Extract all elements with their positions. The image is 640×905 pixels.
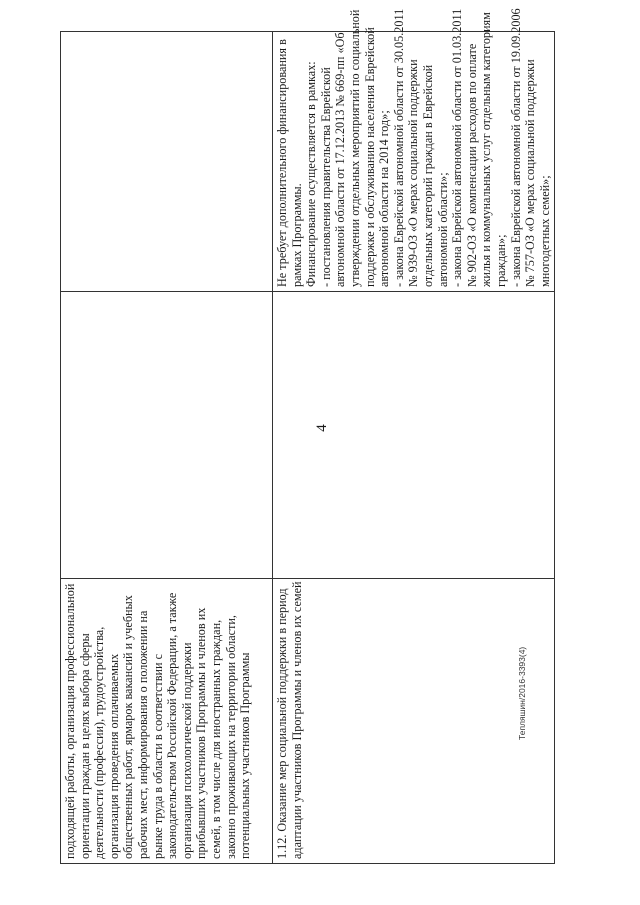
cell-text-line: отдельных категорий граждан в Еврейской xyxy=(420,64,435,287)
cell-text-line: общественных работ, ярмарок вакансий и учебных xyxy=(121,595,136,859)
cell-text-line: жилья и коммунальных услуг отдельным категориям xyxy=(479,12,494,287)
cell-text-line: прибывших участников Программы и членов их xyxy=(194,607,209,859)
cell-text-line: рынке труда в области в соответствии с xyxy=(150,654,165,859)
row1-col1-cell xyxy=(61,579,273,864)
cell-text-line: № 939-ОЗ «О мерах социальной поддержки xyxy=(406,59,421,287)
cell-text-line: граждан»; xyxy=(493,234,508,287)
cell-text-line: - закона Еврейской автономной области от 19.09.2006 xyxy=(508,8,523,287)
document-code: Тепляшин/2016-3393(4) xyxy=(517,646,527,740)
cell-text-line: ориентации граждан в целях выбора сферы xyxy=(77,633,92,859)
row2-col3-cell xyxy=(273,8,555,292)
row1-col3-cell xyxy=(61,32,273,292)
cell-text-line: утверждении отдельных мероприятий по социальной xyxy=(347,9,362,287)
cell-text-line: - постановления правительства Еврейской xyxy=(318,67,333,287)
cell-text-line: № 902-ОЗ «О компенсации расходов по оплате xyxy=(464,43,479,287)
cell-text-line: поддержке и обслуживанию населения Еврейской xyxy=(362,27,377,287)
cell-text-line: семей, в том числе для иностранных граждан, xyxy=(208,619,223,859)
cell-text-line: автономной области от 17.12.2013 № 669-пп «Об xyxy=(333,32,348,287)
page-number: 4 xyxy=(314,424,330,432)
cell-text-line: деятельности (профессии), трудоустройства, xyxy=(92,626,107,859)
cell-text-line: рабочих мест, информирования о положении на xyxy=(135,610,150,859)
cell-text-line: организация психологической поддержки xyxy=(179,642,194,859)
table-row xyxy=(273,32,555,864)
cell-text-line: адаптации участников Программы и членов их семей xyxy=(289,581,304,859)
cell-text-line: № 757-ОЗ «О мерах социальной поддержки xyxy=(523,59,538,287)
cell-text-line: Не требует дополнительного финансирования в xyxy=(275,39,289,287)
cell-text-line: - закона Еврейской автономной области от 30.05.2011 xyxy=(391,8,406,287)
table-row xyxy=(61,32,273,864)
cell-text-line: рамках Программы. xyxy=(289,183,304,287)
cell-text-line: законно проживающих на территории области, xyxy=(223,615,238,859)
row1-col2-cell xyxy=(61,292,273,579)
document-table xyxy=(60,8,552,864)
cell-text-line: автономной области»; xyxy=(435,172,450,287)
cell-text-line: законодательством Российской Федерации, а также xyxy=(165,592,180,859)
row2-col2-cell xyxy=(273,292,555,579)
cell-text-line: Финансирование осуществляется в рамках: xyxy=(304,61,319,287)
cell-text-line: 1.12. Оказание мер социальной поддержки в период xyxy=(275,588,289,859)
cell-text-line: многодетных семей»; xyxy=(537,175,552,287)
cell-text-line: организация проведения оплачиваемых xyxy=(106,653,121,859)
cell-text-line: подходящей работы, организация профессиональной xyxy=(63,583,77,859)
cell-text-line: - закона Еврейской автономной области от 01.03.2011 xyxy=(450,8,465,287)
cell-text-line: автономной области на 2014 год»; xyxy=(377,110,392,287)
cell-text-line: потенциальных участников Программы xyxy=(238,652,253,859)
row2-col1-cell xyxy=(273,579,555,864)
